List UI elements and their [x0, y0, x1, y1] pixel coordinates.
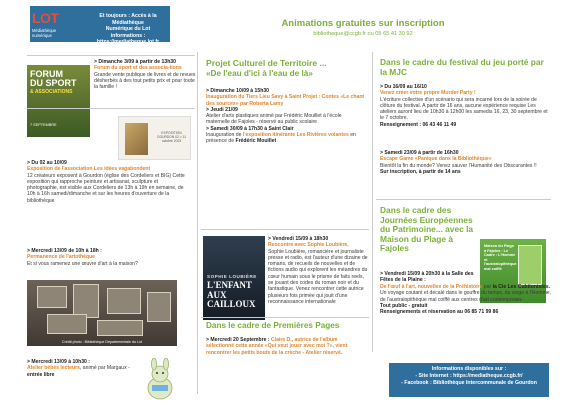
event-date: > Vendredi 15/09 à 18h30: [268, 236, 329, 242]
event-entry: entrée libre: [27, 371, 55, 378]
divider: [376, 199, 551, 200]
forum-sport-poster: [27, 65, 90, 137]
murder-event: [380, 84, 552, 128]
logo-text: LOT: [32, 10, 59, 26]
jep-event: [380, 284, 552, 315]
forum-event: [94, 59, 196, 90]
poster-artwork: [125, 123, 148, 155]
event-date: > Jeudi 21/09: [206, 106, 238, 113]
premieres-title: Dans le cadre de Premières Pages: [206, 321, 340, 330]
footer-site-link[interactable]: - Site Internet : https://mediatheque.ccgb.fr/: [415, 373, 523, 379]
page-title: Animations gratuites sur inscription: [281, 18, 445, 29]
event-by: par: [482, 284, 493, 290]
jep-title: Dans le cadre des Journées Européennes du Patrimoine... avec la Maison du Piage à Fajoles: [380, 205, 474, 254]
event-date: > Mercredi 13/09 à 10h30 :: [27, 359, 91, 365]
event-date: > Du 02 au 10/09: [27, 160, 67, 166]
premieres-event: [206, 337, 366, 356]
header-line-3: informations : https://mediatheque.lot.fr: [96, 32, 160, 46]
divider: [27, 55, 195, 56]
event-rens: Renseignements et réservation au 06 85 71 99 86: [380, 309, 499, 316]
event-body: Sophie Loubière, romancière et journaliste presse et radio, est l'auteur d'une dizaine de romans, de recueils de nouvelles et de fictions audio qui explorent les méandres du cœur humain sous le prisme de faits reels, se jouant des codes du roman noir et du fantastique. Venez rencontrer cette autrice plusieurs fois primée qui jouit d'une reconnaissance internationale: [268, 248, 368, 305]
event-rens: Sur inscription, à partir de 14 ans: [380, 168, 461, 175]
poster-text: Maison du Piage à Fajoles : Le Cadre : L'Homme et l'australopithèque mal coiffé: [484, 244, 517, 271]
event-title: Rencontre avec Sophie Loubière,: [268, 242, 349, 249]
frame: [107, 288, 141, 314]
poster-artwork: [518, 245, 542, 285]
escape-event: [380, 150, 552, 175]
event-body: Atelier d'arts plastiques animé par Frédéric Mouillet à l'école maternelle de Fajoles - réservé au public scolaire: [206, 113, 342, 126]
logo-subtitle: Médiathèque numérique: [32, 28, 57, 38]
event-person: Frédéric Mouillet: [235, 138, 277, 145]
expo-event: [27, 160, 187, 204]
divider: [201, 317, 369, 318]
footer-title: Informations disponibles sur :: [431, 366, 507, 372]
exposition-poster: [118, 116, 191, 160]
event-title: Escape Game «Panique dans la Bibliothèque»: [380, 156, 492, 163]
event-title: l'exposition itinérante Les Rivières volantes: [242, 132, 349, 139]
header-info: [83, 13, 173, 46]
frame: [47, 314, 87, 334]
event-title: Permanence de l'artothèque: [27, 254, 96, 261]
contact-email[interactable]: bibliotheque@ccgb.fr ou 05 65 41 30 92: [313, 31, 413, 37]
footer-facebook-link[interactable]: - Facebook : Bibliothèque Intercommunale de Gourdon: [401, 380, 537, 386]
event-title: Exposition de l'association Les idées vagabondent: [27, 166, 151, 173]
event-body: 12 créateurs exposent à Gourdon (église des Cordeliers et BIG) Cette exposition qui rapproche peinture et artisanat, sculpture et photographie, est visible aux Cordeliers de 13h à 19h en semaine, de 10h à 16h samedi/dimanche et sur les heures d'ouverture de la bibliothèque: [27, 172, 185, 204]
event-body: Un voyage coutant et décalé dans le gouffre du temps, du singe à l'Homme, de l'australopithèque mal coiffé aux centres d'art contemporain.: [380, 290, 552, 303]
event-date: > Mercredi 13/09 de 10h à 18h :: [27, 248, 102, 254]
photo-credit: Crédit photo : Bibliothèque Départementale du Lot: [62, 340, 142, 344]
event-date: > Vendredi 15/09 à 20h30 à la Salle des Fêtes de la Plaine :: [380, 271, 474, 284]
column-divider-2: [372, 52, 373, 352]
frame: [147, 292, 171, 322]
jep-event-intro: [380, 271, 478, 284]
frame: [73, 284, 99, 318]
frame: [37, 286, 67, 308]
event-date: > Dimanche 3/09 à partir de 13h30: [94, 59, 176, 65]
book-title: L'ENFANT AUX CAILLOUX: [207, 280, 256, 309]
event-body: Grande vente publique de livres et de revues désherbés à des tout petits prix et pour toute la famille !: [94, 71, 196, 91]
event-body: Bientôt la fin du monde? Venez sauver l'Humanité des Obscurantes !!: [380, 162, 537, 169]
book-cover: [203, 236, 265, 320]
pct-events: [206, 88, 366, 145]
poster-text-1: FORUM: [30, 69, 63, 79]
event-title: Forum du sport et des associa-tions: [94, 65, 182, 72]
book-author: SOPHIE LOUBIÈRE: [207, 274, 257, 279]
event-date: > Samedi 23/09 à partir de 16h30: [380, 150, 459, 156]
footer-info: [389, 366, 549, 387]
event-org: la Cie Les Cubitonistes.: [492, 284, 551, 290]
event-title: Venez créer votre propre Murder Party !: [380, 90, 476, 97]
pct-title: Projet Culturel de Territoire ...: [206, 58, 327, 68]
divider: [27, 108, 195, 109]
event-title: De l'œuf à l'art, nouvelles de la Préhistoire: [380, 284, 483, 290]
atelier-event: [27, 359, 137, 378]
header-line-2: Numérique du Lot: [105, 26, 151, 33]
event-body: Et si vous ramenez une œuvre d'art à la maison?: [27, 260, 138, 267]
divider: [201, 229, 369, 230]
poster-text-4: 7 SEPTEMBRE: [30, 123, 57, 127]
event-date: > Dimanche 10/09 à 15h30: [206, 88, 270, 94]
event-title: Atelier bébés lecteurs: [27, 365, 80, 372]
rabbit-toy-icon: [140, 358, 180, 402]
festival-title: Dans le cadre du festival du jeu porté par la MJC: [380, 57, 544, 77]
frame: [97, 320, 143, 336]
event-body: en présence de: [206, 132, 356, 145]
arto-event: [27, 248, 192, 267]
poster-caption: EXPOSITION GOURDON 02 > 11 octobre 2023: [157, 131, 186, 143]
header-line-1: Et toujours : Accès à la Médiathèque: [99, 13, 157, 26]
poster-text-2: DU SPORT: [30, 78, 77, 88]
lot-logo: [30, 8, 70, 40]
event-body: Inauguration de: [206, 132, 243, 139]
poster-text-3: & ASSOCIATIONS: [30, 89, 73, 95]
loubiere-event: [268, 236, 368, 305]
event-body: Claire D., autrice de l'album sélectionné cette année «Qui veut jouer avec moi ?», vient rencontrer les petits bouts de la crèche - Atelier réservé.: [206, 337, 348, 356]
event-date: > Samedi 30/09 à 17h30 à Saint Clair: [206, 125, 294, 132]
event-body: , animé par Margaux -: [79, 365, 130, 372]
event-title: Inauguration du Tiers Lieu Savy à Saint Projet : Contes «Le chant des sources» par Roberta Lamy: [206, 94, 365, 107]
artotheque-photo: [27, 280, 177, 346]
event-date: > Mercredi 20 Septembre :: [206, 337, 271, 343]
event-date: > Du 16/09 au 16/10: [380, 84, 427, 90]
event-body: L'écriture collective d'un scénario qui sera incarné lors de la soirée de clôture du festival. A partir de 16 ans, aucune expérience requise Les ateliers auront lieu de 10h30 à 12h00 les samedis 16, 23, 30 septembre et le 7 octobre.: [380, 96, 548, 122]
event-public: Tout public - gratuit: [380, 302, 428, 309]
column-divider-1: [197, 52, 198, 394]
event-rens: Renseignement : 06 43 46 11 49: [380, 121, 457, 128]
pct-subtitle: «De l'eau d'ici à l'eau de là»: [206, 69, 313, 78]
